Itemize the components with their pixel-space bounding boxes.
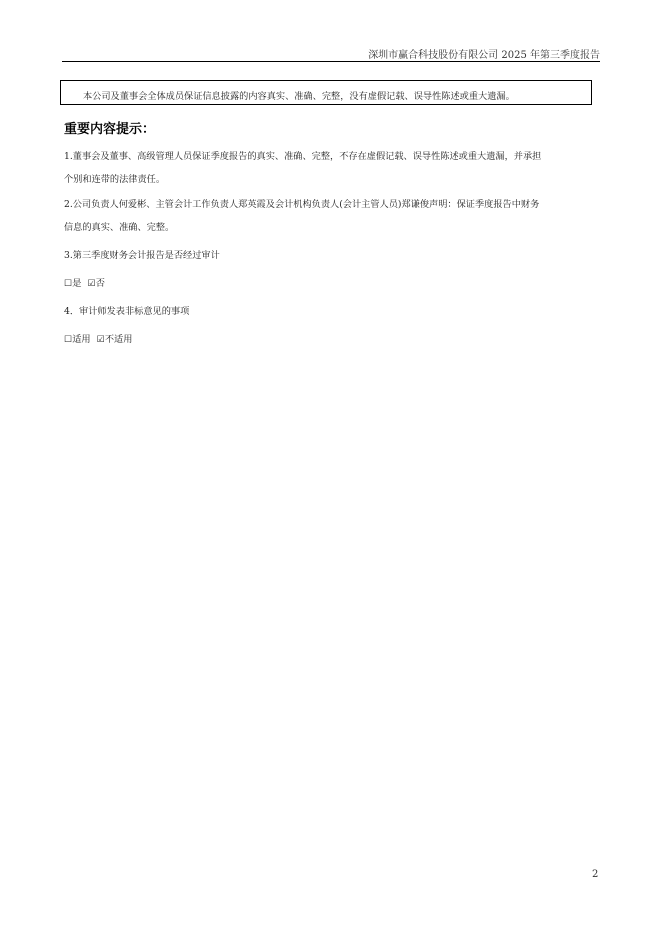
opinion-options [64, 331, 132, 345]
item-2-line-2: 信息的真实、准确、完整。 [64, 222, 175, 233]
section-heading: 重要内容提示： [64, 122, 156, 137]
audit-yes-label: 是 [72, 278, 82, 289]
item-1-line-2: 个别和连带的法律责任。 [64, 174, 166, 185]
header-rule [62, 61, 600, 62]
audit-no-label: 否 [95, 278, 105, 289]
opinion-not-applicable-label: 不适用 [104, 334, 133, 345]
audit-no-checkbox[interactable]: ☑ [87, 278, 96, 289]
item-1-line-1: 1.董事会及董事、高级管理人员保证季度报告的真实、准确、完整，不存在虚假记载、误导性陈述或重大遗漏，并承担 [64, 151, 542, 162]
audit-yes-checkbox[interactable]: ☐ [64, 278, 73, 289]
item-3: 3.第三季度财务会计报告是否经过审计 [64, 250, 220, 261]
page-header-title: 深圳市赢合科技股份有限公司 2025 年第三季度报告 [368, 50, 600, 61]
opinion-not-applicable-checkbox[interactable]: ☑ [96, 334, 105, 345]
page-number: 2 [592, 869, 599, 880]
opinion-applicable-label: 适用 [72, 334, 91, 345]
opinion-applicable-checkbox[interactable]: ☐ [64, 334, 73, 345]
item-2-line-1: 2.公司负责人何爱彬、主管会计工作负责人郑英霞及会计机构负责人(会计主管人员)郑谦俊声明：保证季度报告中财务 [64, 199, 540, 210]
item-4: 4．审计师发表非标意见的事项 [64, 306, 190, 317]
audit-options [64, 275, 105, 289]
notice-text: 本公司及董事会全体成员保证信息披露的内容真实、准确、完整，没有虚假记载、误导性陈述或重大遗漏。 [83, 91, 515, 102]
notice-box [60, 80, 592, 105]
